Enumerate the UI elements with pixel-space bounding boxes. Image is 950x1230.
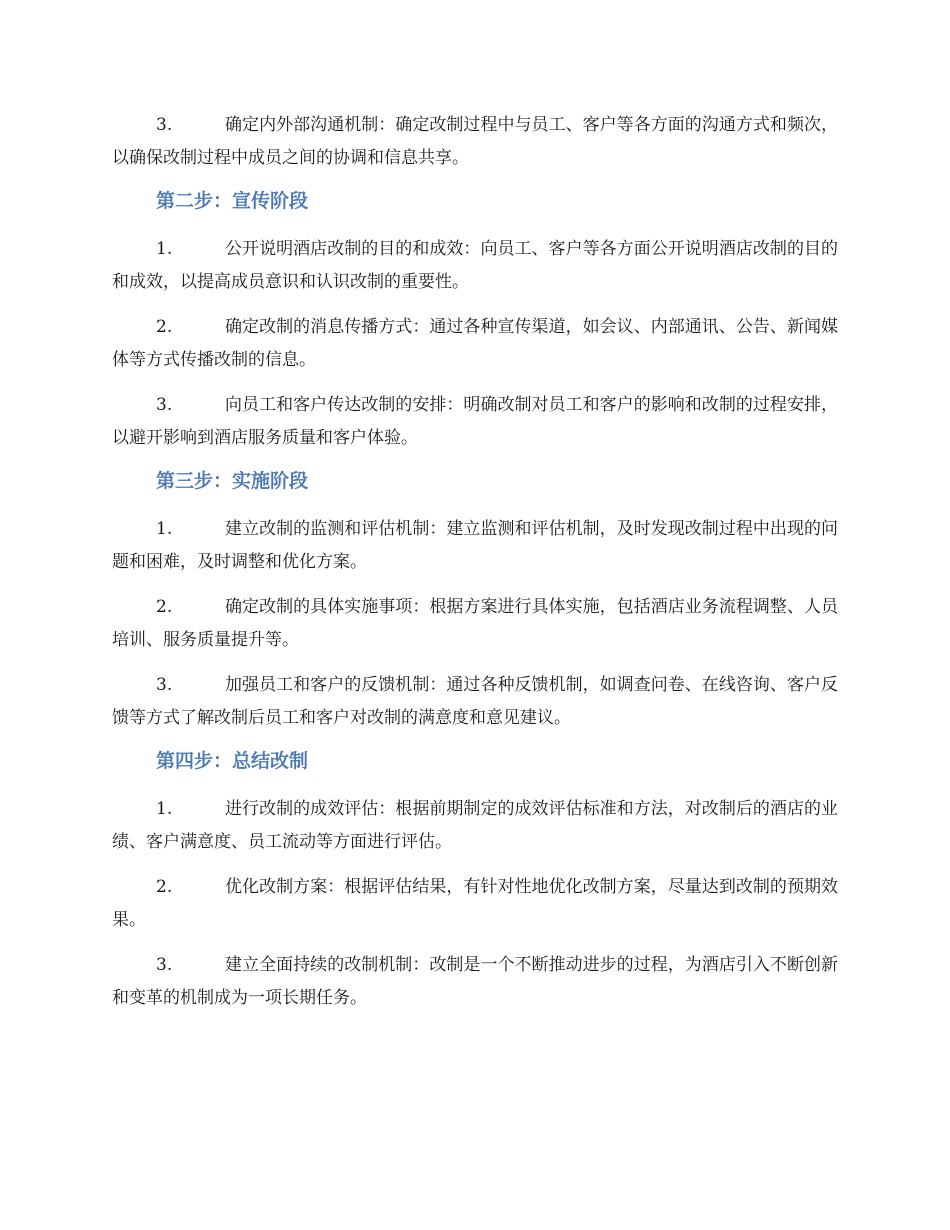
item-text: 进行改制的成效评估：根据前期制定的成效评估标准和方法，对改制后的酒店的业绩、客户满意度、员工流动等方面进行评估。 <box>112 799 838 852</box>
list-item <box>112 591 838 657</box>
item-text: 优化改制方案：根据评估结果，有针对性地优化改制方案，尽量达到改制的预期效果。 <box>112 877 838 930</box>
list-item <box>112 311 838 377</box>
item-text: 向员工和客户传达改制的安排：明确改制对员工和客户的影响和改制的过程安排，以避开影响到酒店服务质量和客户体验。 <box>112 395 838 448</box>
list-item <box>112 109 838 175</box>
item-number: 2. <box>156 597 173 617</box>
item-text: 建立改制的监测和评估机制：建立监测和评估机制，及时发现改制过程中出现的问题和困难，及时调整和优化方案。 <box>112 519 838 572</box>
list-item <box>112 669 838 735</box>
item-number: 1. <box>156 799 173 819</box>
list-item <box>112 513 838 579</box>
section-heading: 第三步：实施阶段 <box>156 470 309 492</box>
list-item <box>112 793 838 859</box>
item-number: 3. <box>156 955 173 975</box>
list-item <box>112 871 838 937</box>
item-number: 1. <box>156 519 173 539</box>
section-heading: 第二步：宣传阶段 <box>156 190 309 212</box>
list-item <box>112 389 838 455</box>
item-number: 3. <box>156 675 173 695</box>
list-item <box>112 233 838 299</box>
item-text: 确定改制的消息传播方式：通过各种宣传渠道，如会议、内部通讯、公告、新闻媒体等方式传播改制的信息。 <box>112 317 838 370</box>
item-number: 3. <box>156 115 173 135</box>
item-number: 2. <box>156 317 173 337</box>
section-heading: 第四步：总结改制 <box>156 750 309 772</box>
item-number: 1. <box>156 239 173 259</box>
item-text: 确定内外部沟通机制：确定改制过程中与员工、客户等各方面的沟通方式和频次，以确保改制过程中成员之间的协调和信息共享。 <box>112 115 838 168</box>
item-number: 2. <box>156 877 173 897</box>
item-text: 加强员工和客户的反馈机制：通过各种反馈机制，如调查问卷、在线咨询、客户反馈等方式了解改制后员工和客户对改制的满意度和意见建议。 <box>112 675 838 728</box>
item-number: 3. <box>156 395 173 415</box>
item-text: 建立全面持续的改制机制：改制是一个不断推动进步的过程，为酒店引入不断创新和变革的机制成为一项长期任务。 <box>112 955 838 1008</box>
item-text: 公开说明酒店改制的目的和成效：向员工、客户等各方面公开说明酒店改制的目的和成效，以提高成员意识和认识改制的重要性。 <box>112 239 838 292</box>
item-text: 确定改制的具体实施事项：根据方案进行具体实施，包括酒店业务流程调整、人员培训、服务质量提升等。 <box>112 597 838 650</box>
list-item <box>112 949 838 1015</box>
